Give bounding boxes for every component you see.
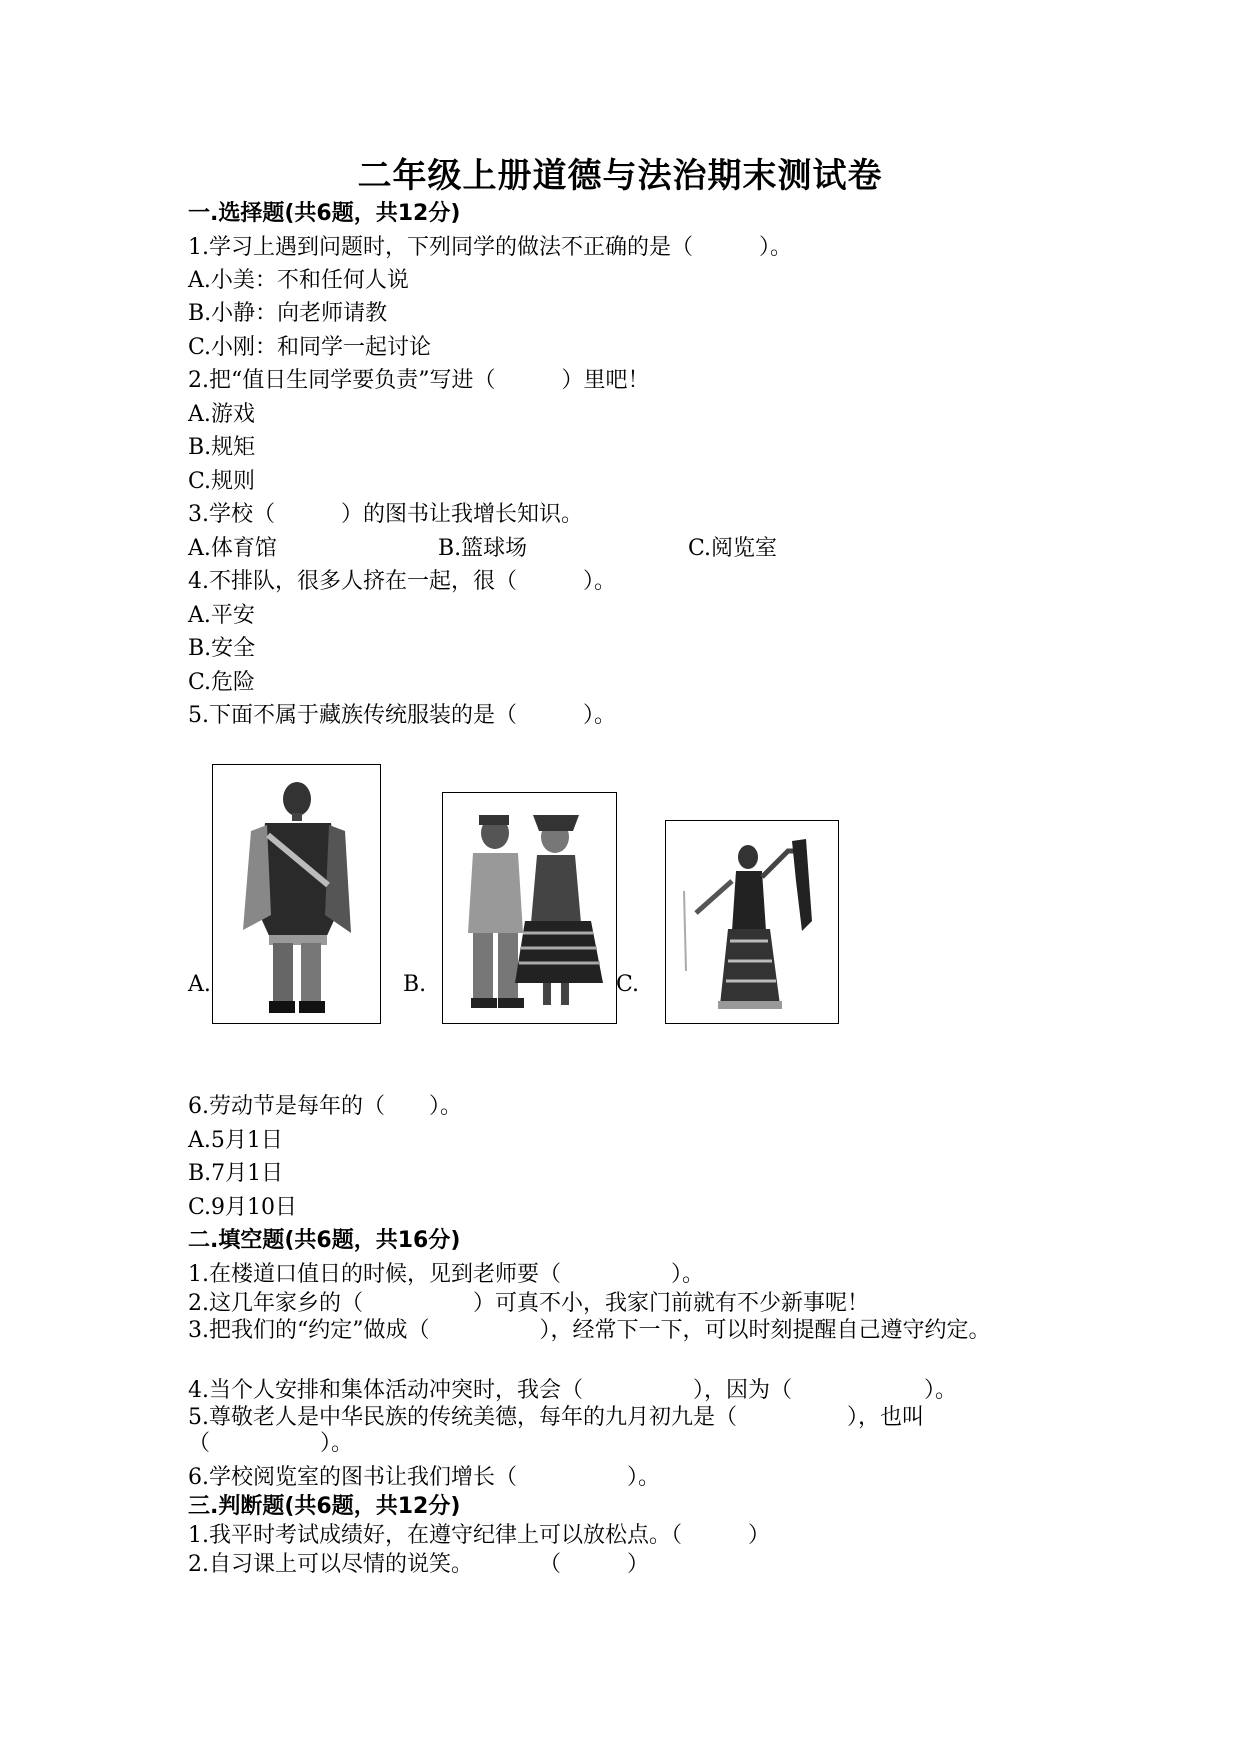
choice-q5-option-c: C.: [616, 972, 640, 997]
section-heading-judge: 三.判断题(共6题，共12分): [188, 1494, 461, 1519]
fill-q5: 5.尊敬老人是中华民族的传统美德，每年的九月初九是（ ），也叫（ ）。: [188, 1405, 924, 1456]
fill-q1: 1.在楼道口值日的时候，见到老师要（ ）。: [188, 1262, 704, 1287]
choice-q3-option-c: C.阅览室: [688, 536, 778, 561]
fill-q6: 6.学校阅览室的图书让我们增长（ ）。: [188, 1465, 660, 1490]
choice-q3-option-b: B.篮球场: [438, 536, 528, 561]
choice-q5-option-a: A.: [188, 972, 211, 997]
fill-q4: 4.当个人安排和集体活动冲突时，我会（ ），因为（ ）。: [188, 1378, 957, 1403]
tibetan-man-figure-icon: [213, 765, 380, 1023]
choice-q4-option-c: C.危险: [188, 670, 256, 695]
choice-q1-stem: 1.学习上遇到问题时，下列同学的做法不正确的是（ ）。: [188, 235, 792, 260]
judge-q1: 1.我平时考试成绩好，在遵守纪律上可以放松点。（ ）: [188, 1523, 770, 1548]
choice-q6-option-c: C.9月10日: [188, 1195, 298, 1220]
fill-q2: 2.这几年家乡的（ ）可真不小，我家门前就有不少新事呢！: [188, 1291, 869, 1316]
choice-q6-stem: 6.劳动节是每年的（ ）。: [188, 1094, 462, 1119]
costume-image-b: [442, 792, 617, 1024]
tibetan-woman-figure-icon: [666, 821, 838, 1023]
choice-q4-option-a: A.平安: [188, 603, 255, 628]
choice-q1-option-b: B.小静：向老师请教: [188, 301, 388, 326]
fill-q3: 3.把我们的“约定”做成（ ），经常下一下，可以时刻提醒自己遵守约定。: [188, 1318, 991, 1343]
choice-q4-option-b: B.安全: [188, 636, 256, 661]
choice-q2-option-a: A.游戏: [188, 402, 255, 427]
ethnic-couple-figure-icon: [443, 793, 616, 1023]
section-heading-choice: 一.选择题(共6题，共12分): [188, 201, 461, 226]
choice-q1-option-c: C.小刚：和同学一起讨论: [188, 335, 432, 360]
choice-q1-option-a: A.小美：不和任何人说: [188, 268, 409, 293]
choice-q5-option-b: B.: [403, 972, 427, 997]
page-title: 二年级上册道德与法治期末测试卷: [357, 156, 883, 196]
choice-q3-stem: 3.学校（ ）的图书让我增长知识。: [188, 502, 583, 527]
choice-q4-stem: 4.不排队，很多人挤在一起，很（ ）。: [188, 569, 616, 594]
choice-q2-stem: 2.把“值日生同学要负责”写进（ ）里吧！: [188, 368, 650, 393]
choice-q2-option-c: C.规则: [188, 469, 256, 494]
costume-image-a: [212, 764, 381, 1024]
choice-q6-option-a: A.5月1日: [188, 1128, 283, 1153]
choice-q3-option-a: A.体育馆: [188, 536, 277, 561]
choice-q5-stem: 5.下面不属于藏族传统服装的是（ ）。: [188, 703, 616, 728]
choice-q6-option-b: B.7月1日: [188, 1161, 284, 1186]
choice-q2-option-b: B.规矩: [188, 435, 256, 460]
section-heading-fill: 二.填空题(共6题，共16分): [188, 1228, 461, 1253]
costume-image-c: [665, 820, 839, 1024]
judge-q2: 2.自习课上可以尽情的说笑。 （ ）: [188, 1552, 649, 1577]
